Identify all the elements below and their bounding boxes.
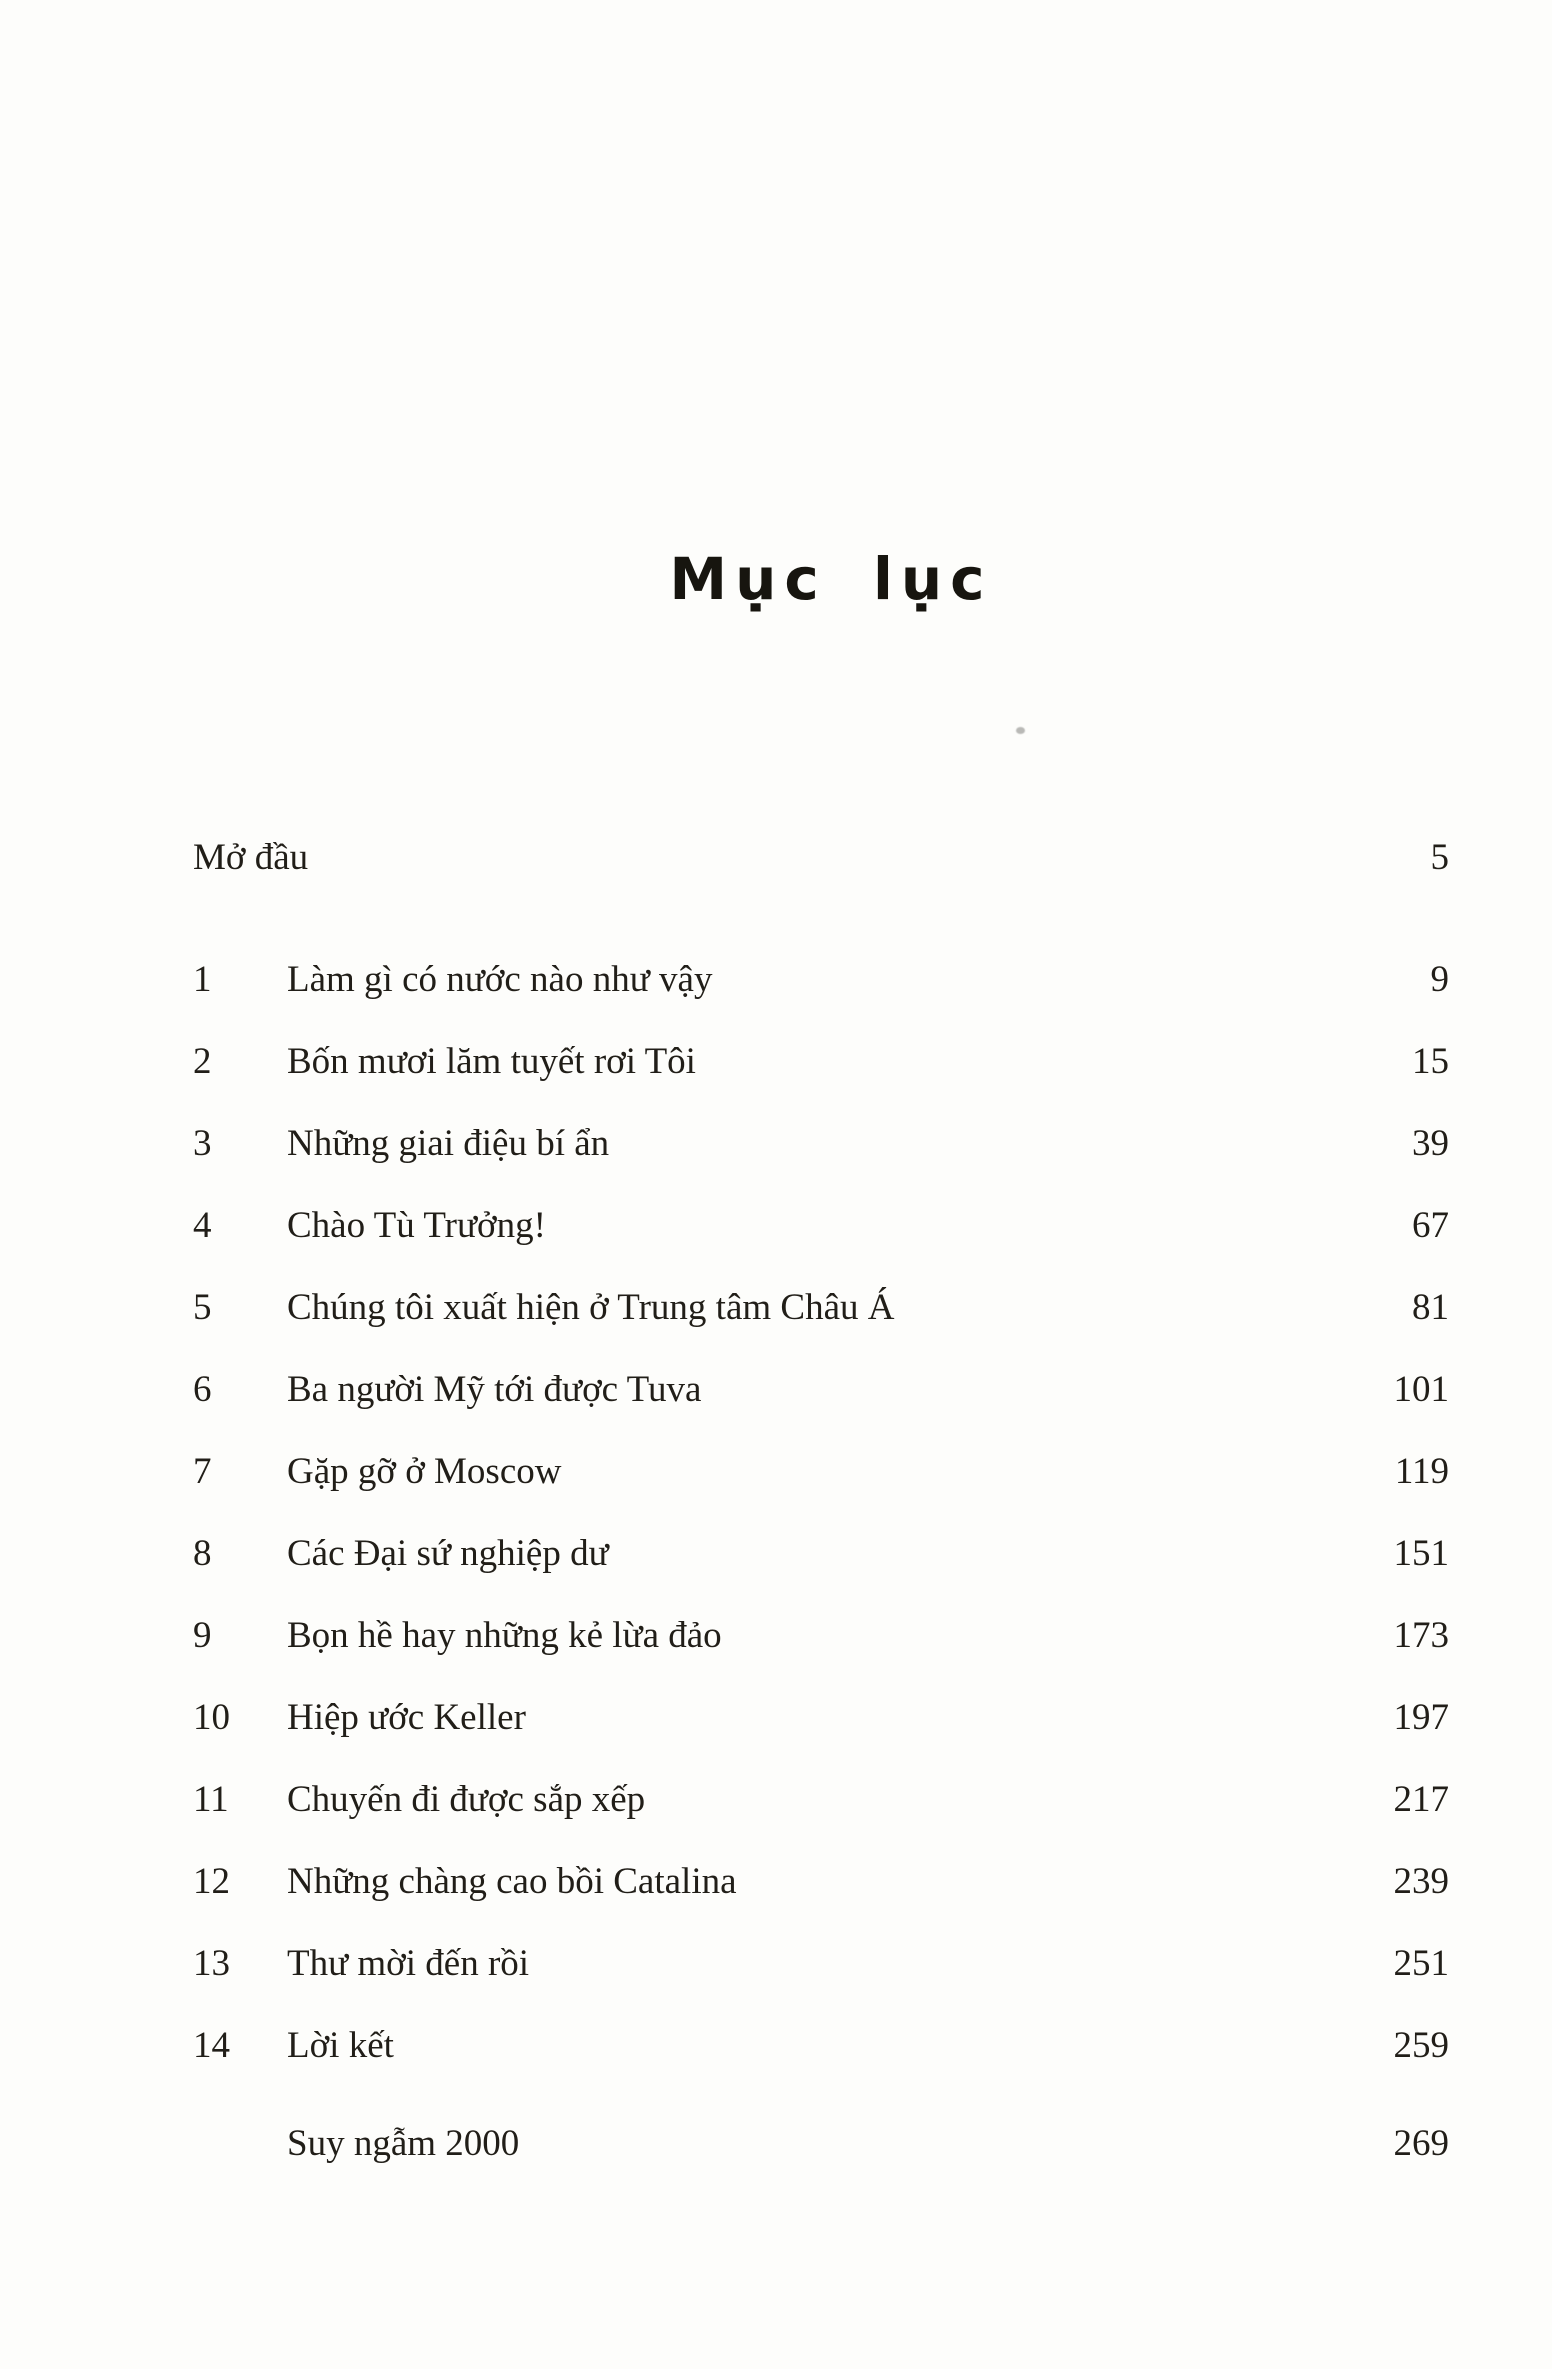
chapter-page-number: 239 bbox=[1393, 1861, 1449, 1902]
toc-chapter-row bbox=[193, 1204, 1449, 1248]
chapter-page-number: 151 bbox=[1393, 1533, 1449, 1574]
chapter-title: Chào Tù Trưởng! bbox=[287, 1205, 546, 1246]
chapter-page-number: 39 bbox=[1412, 1123, 1449, 1164]
toc-chapter-row bbox=[193, 1040, 1449, 1084]
chapter-number: 8 bbox=[193, 1533, 212, 1574]
chapter-page-number: 197 bbox=[1393, 1697, 1449, 1738]
scan-artifact-dot bbox=[1016, 727, 1025, 734]
page-title: Mục lục bbox=[669, 544, 993, 613]
chapter-title: Bốn mươi lăm tuyết rơi Tôi bbox=[287, 1041, 696, 1082]
chapter-number: 7 bbox=[193, 1451, 212, 1492]
chapter-title: Những giai điệu bí ẩn bbox=[287, 1123, 610, 1164]
chapter-page-number: 259 bbox=[1393, 2025, 1449, 2066]
chapter-title: Lời kết bbox=[287, 2025, 394, 2066]
toc-chapter-row bbox=[193, 958, 1449, 1002]
chapter-title: Những chàng cao bồi Catalina bbox=[287, 1861, 737, 1902]
chapter-number: 10 bbox=[193, 1697, 230, 1738]
chapter-title: Làm gì có nước nào như vậy bbox=[287, 959, 713, 1000]
chapter-number: 14 bbox=[193, 2025, 230, 2066]
chapter-title: Các Đại sứ nghiệp dư bbox=[287, 1533, 609, 1574]
toc-closing-row bbox=[193, 2122, 1449, 2166]
chapter-title: Chúng tôi xuất hiện ở Trung tâm Châu Á bbox=[287, 1287, 895, 1328]
chapter-number: 9 bbox=[193, 1615, 212, 1656]
chapter-number: 1 bbox=[193, 959, 212, 1000]
chapter-number: 2 bbox=[193, 1041, 212, 1082]
toc-chapter-row bbox=[193, 2024, 1449, 2068]
toc-chapter-row bbox=[193, 1614, 1449, 1658]
toc-chapter-row bbox=[193, 1368, 1449, 1412]
toc-intro-label: Mở đầu bbox=[193, 837, 309, 878]
chapter-title: Bọn hề hay những kẻ lừa đảo bbox=[287, 1615, 722, 1656]
toc-chapter-row bbox=[193, 1532, 1449, 1576]
chapter-title: Gặp gỡ ở Moscow bbox=[287, 1451, 562, 1492]
chapter-page-number: 119 bbox=[1394, 1451, 1449, 1492]
toc-chapter-row bbox=[193, 1286, 1449, 1330]
toc-chapter-row bbox=[193, 1122, 1449, 1166]
chapter-number: 3 bbox=[193, 1123, 212, 1164]
chapter-page-number: 15 bbox=[1412, 1041, 1449, 1082]
toc-chapter-row bbox=[193, 1860, 1449, 1904]
chapter-number: 12 bbox=[193, 1861, 230, 1902]
toc-chapter-row bbox=[193, 1942, 1449, 1986]
toc-chapter-row bbox=[193, 1696, 1449, 1740]
toc-intro-page-number: 5 bbox=[1430, 837, 1449, 878]
toc-closing-page-number: 269 bbox=[1393, 2123, 1449, 2164]
chapter-page-number: 101 bbox=[1393, 1369, 1449, 1410]
toc-chapter-row bbox=[193, 1450, 1449, 1494]
chapter-number: 6 bbox=[193, 1369, 212, 1410]
chapter-number: 4 bbox=[193, 1205, 212, 1246]
chapter-title: Ba người Mỹ tới được Tuva bbox=[287, 1369, 702, 1410]
chapter-page-number: 217 bbox=[1393, 1779, 1449, 1820]
chapter-title: Chuyến đi được sắp xếp bbox=[287, 1779, 646, 1820]
chapter-page-number: 173 bbox=[1393, 1615, 1449, 1656]
chapter-number: 13 bbox=[193, 1943, 230, 1984]
chapter-title: Thư mời đến rồi bbox=[287, 1943, 530, 1984]
toc-chapter-row bbox=[193, 1778, 1449, 1822]
chapter-page-number: 251 bbox=[1393, 1943, 1449, 1984]
chapter-page-number: 81 bbox=[1412, 1287, 1449, 1328]
chapter-number: 11 bbox=[193, 1779, 229, 1820]
chapter-page-number: 9 bbox=[1430, 959, 1449, 1000]
toc-closing-label: Suy ngẫm 2000 bbox=[287, 2123, 520, 2164]
chapter-page-number: 67 bbox=[1412, 1205, 1449, 1246]
chapter-title: Hiệp ước Keller bbox=[287, 1697, 526, 1738]
toc-intro-row bbox=[193, 836, 1449, 880]
chapter-number: 5 bbox=[193, 1287, 212, 1328]
